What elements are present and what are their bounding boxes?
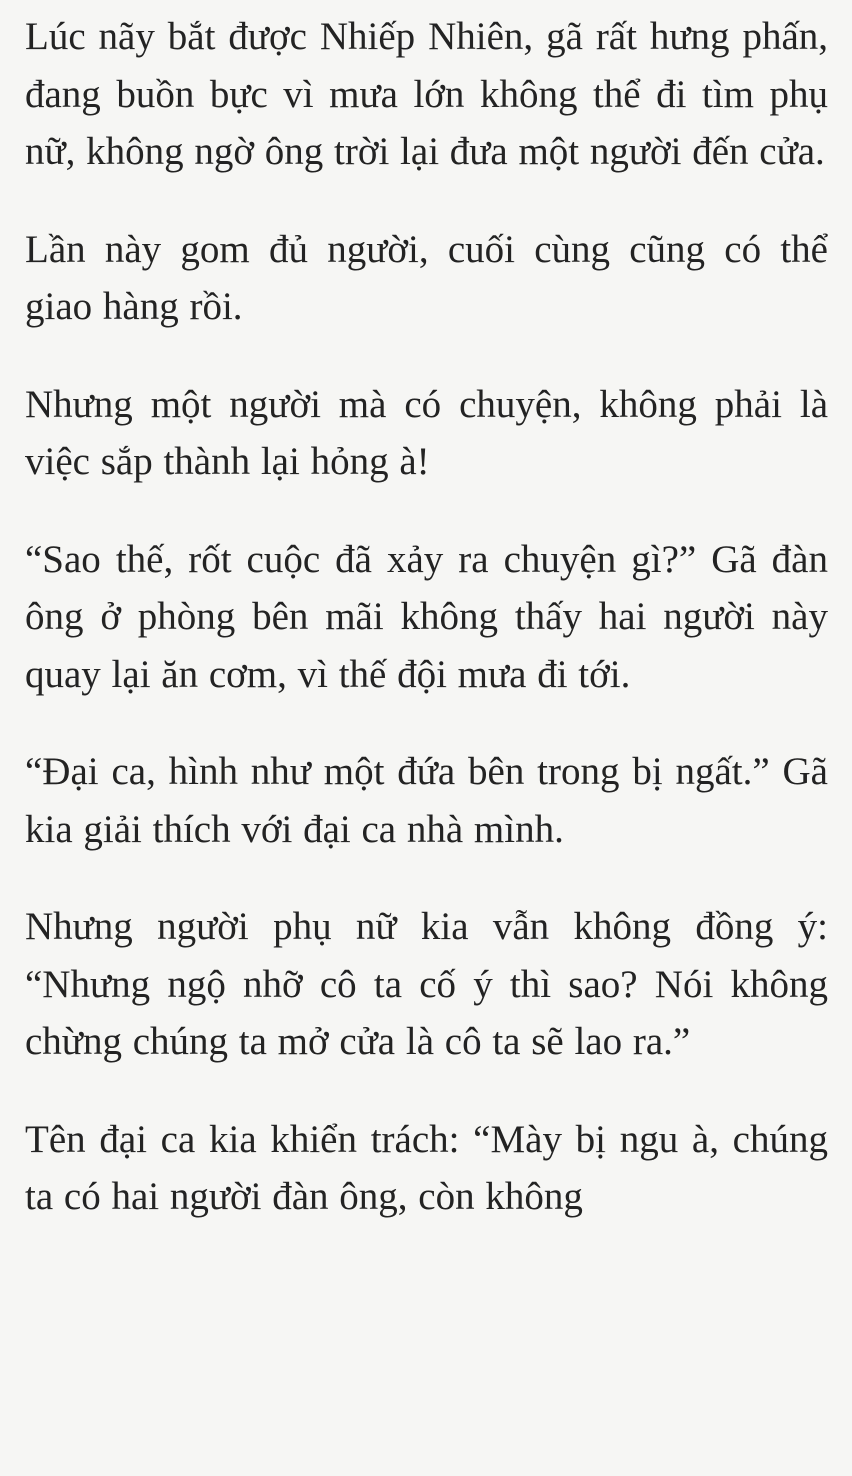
paragraph: Nhưng người phụ nữ kia vẫn không đồng ý: “Nhưng ngộ nhỡ cô ta cố ý thì sao? Nói không chừng chúng ta mở cửa là cô ta sẽ lao ra.” <box>25 905 828 1063</box>
paragraph: Tên đại ca kia khiển trách: “Mày bị ngu à, chúng ta có hai người đàn ông, còn không <box>25 1117 828 1218</box>
paragraph: Lúc nãy bắt được Nhiếp Nhiên, gã rất hưng phấn, đang buồn bực vì mưa lớn không thể đi tìm phụ nữ, không ngờ ông trời lại đưa một người đến cửa. <box>25 15 828 173</box>
paragraph: “Đại ca, hình như một đứa bên trong bị ngất.” Gã kia giải thích với đại ca nhà mình. <box>25 750 828 851</box>
paragraph: Nhưng một người mà có chuyện, không phải là việc sắp thành lại hỏng à! <box>25 382 828 483</box>
paragraph: Lần này gom đủ người, cuối cùng cũng có thể giao hàng rồi. <box>25 227 828 328</box>
paragraph: “Sao thế, rốt cuộc đã xảy ra chuyện gì?” Gã đàn ông ở phòng bên mãi không thấy hai người này quay lại ăn cơm, vì thế đội mưa đi tới. <box>25 537 828 696</box>
